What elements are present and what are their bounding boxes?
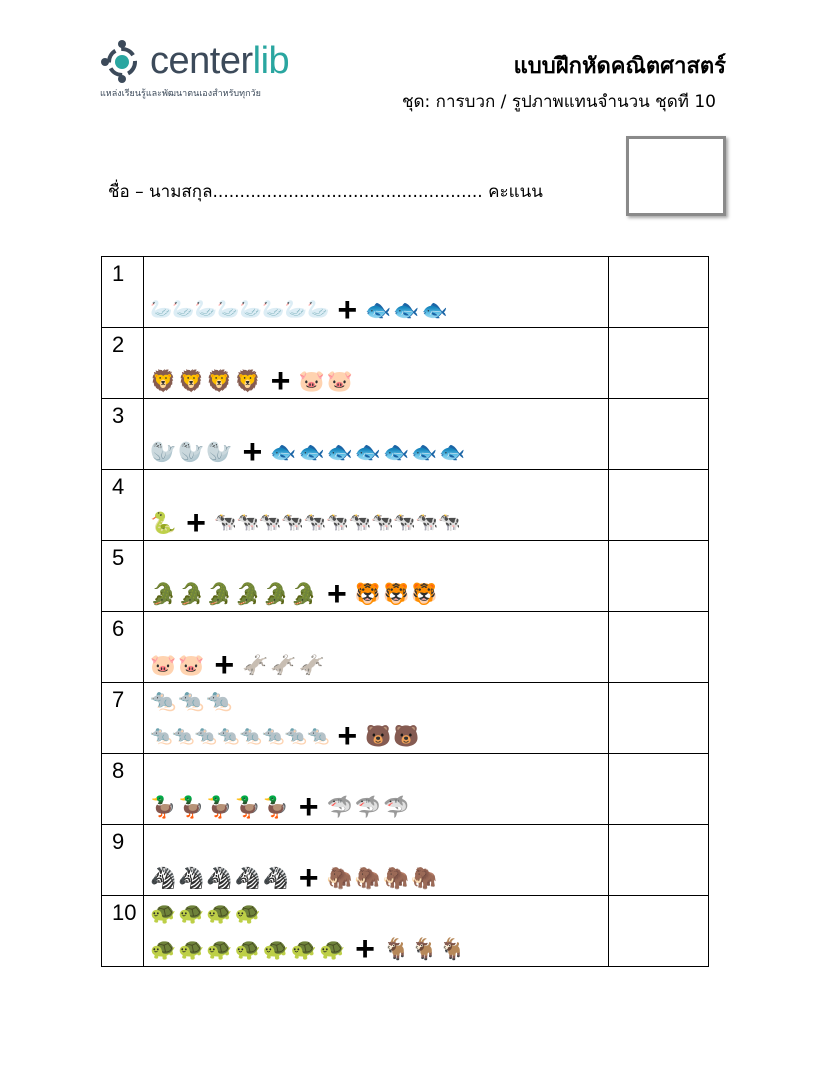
turtle-icon: 🐢 <box>150 937 177 961</box>
plus-sign: + <box>326 575 347 613</box>
problem-pictures <box>144 257 609 328</box>
goose-icon: 🦢 <box>150 299 173 320</box>
shark-icon: 🦈 <box>354 795 381 819</box>
problem-number: 9 <box>102 825 144 896</box>
problem-row <box>102 825 709 896</box>
problem-row <box>102 257 709 328</box>
cow-icon: 🐄 <box>236 512 259 533</box>
turtle-icon: 🐢 <box>206 901 233 925</box>
mammoth-icon: 🦣 <box>382 866 410 890</box>
problem-row <box>102 541 709 612</box>
answer-cell[interactable] <box>609 754 709 825</box>
crocodile-icon: 🐊 <box>178 582 205 606</box>
pink-pig-icon: 🐷 <box>178 653 205 677</box>
problem-pictures <box>144 683 609 754</box>
bear-icon: 🐻 <box>393 724 420 748</box>
turtle-icon: 🐢 <box>150 901 177 925</box>
blue-fish-icon: 🐟 <box>298 440 325 464</box>
picture-line <box>150 859 439 897</box>
problem-row <box>102 896 709 967</box>
picture-line-top <box>150 687 234 713</box>
logo-tagline: แหล่งเรียนรู้และพัฒนาตนเองสำหรับทุกวัย <box>100 89 261 99</box>
problem-number: 3 <box>102 399 144 470</box>
problem-pictures <box>144 612 609 683</box>
duck-icon: 🦆 <box>234 795 261 819</box>
turtle-icon: 🐢 <box>178 901 205 925</box>
answer-cell[interactable] <box>609 257 709 328</box>
goldfish-icon: 🐟 <box>365 298 392 322</box>
walrus-icon: 🦭 <box>206 440 233 464</box>
mouse-icon: 🐀 <box>150 725 173 746</box>
goose-icon: 🦢 <box>217 299 240 320</box>
turtle-icon: 🐢 <box>290 937 317 961</box>
goose-icon: 🦢 <box>239 299 263 320</box>
picture-line <box>150 717 422 755</box>
turtle-icon: 🐢 <box>318 937 346 961</box>
blue-fish-icon: 🐟 <box>411 440 438 464</box>
tiger-icon: 🐯 <box>382 582 410 606</box>
lion-icon: 🦁 <box>234 369 261 393</box>
goose-icon: 🦢 <box>172 299 195 320</box>
plus-sign: + <box>270 362 291 400</box>
goose-icon: 🦢 <box>306 299 330 320</box>
mammoth-icon: 🦣 <box>354 866 381 890</box>
goat-icon: 🐐 <box>411 937 438 961</box>
problem-pictures <box>144 328 609 399</box>
problem-pictures <box>144 541 609 612</box>
blue-fish-icon: 🐟 <box>354 440 381 464</box>
plus-sign: + <box>186 504 207 542</box>
donkey-icon: 🫏 <box>298 653 325 677</box>
zebra-icon: 🦓 <box>178 866 205 890</box>
mouse-icon: 🐀 <box>284 725 307 746</box>
zebra-icon: 🦓 <box>150 866 177 890</box>
blue-fish-icon: 🐟 <box>326 440 353 464</box>
mouse-icon: 🐀 <box>239 725 263 746</box>
mouse-icon: 🐀 <box>194 725 218 746</box>
picture-line <box>150 362 355 400</box>
problem-pictures <box>144 825 609 896</box>
picture-line <box>150 646 327 684</box>
crocodile-icon: 🐊 <box>150 582 177 606</box>
name-dots: .................................................. <box>212 182 483 202</box>
plus-sign: + <box>337 291 358 329</box>
tiger-icon: 🐯 <box>354 582 381 606</box>
picture-line-top <box>150 900 263 926</box>
lion-icon: 🦁 <box>150 369 177 393</box>
mouse-icon: 🐀 <box>206 688 233 712</box>
answer-cell[interactable] <box>609 470 709 541</box>
problem-row <box>102 683 709 754</box>
pink-pig-icon: 🐷 <box>150 653 177 677</box>
goose-icon: 🦢 <box>194 299 218 320</box>
problem-number: 7 <box>102 683 144 754</box>
picture-line <box>150 291 450 329</box>
bear-icon: 🐻 <box>365 724 392 748</box>
picture-line <box>150 433 467 471</box>
crocodile-icon: 🐊 <box>234 582 261 606</box>
crocodile-icon: 🐊 <box>262 582 289 606</box>
cow-icon: 🐄 <box>303 512 327 533</box>
problem-number: 5 <box>102 541 144 612</box>
donkey-icon: 🫏 <box>270 653 297 677</box>
problem-row <box>102 612 709 683</box>
plus-sign: + <box>355 930 375 968</box>
turtle-icon: 🐢 <box>206 937 233 961</box>
problem-number: 1 <box>102 257 144 328</box>
goose-icon: 🦢 <box>262 299 285 320</box>
shark-icon: 🦈 <box>382 795 410 819</box>
mammoth-icon: 🦣 <box>326 866 353 890</box>
picture-line <box>150 575 439 613</box>
mouse-icon: 🐀 <box>217 725 240 746</box>
duck-icon: 🦆 <box>262 795 289 819</box>
problem-pictures <box>144 754 609 825</box>
plus-sign: + <box>298 859 319 897</box>
logo-mark-icon <box>100 38 146 84</box>
duck-icon: 🦆 <box>206 795 233 819</box>
goat-icon: 🐐 <box>382 937 410 961</box>
goldfish-icon: 🐟 <box>393 298 420 322</box>
page-subtitle: ชุด: การบวก / รูปภาพแทนจำนวน ชุดที 10 <box>401 92 716 112</box>
turtle-icon: 🐢 <box>234 901 261 925</box>
answer-cell[interactable] <box>609 896 709 967</box>
problem-pictures <box>144 470 609 541</box>
pig-icon: 🐷 <box>298 369 325 393</box>
picture-line <box>150 504 461 542</box>
goldfish-icon: 🐟 <box>421 298 448 322</box>
problem-number: 6 <box>102 612 144 683</box>
zebra-icon: 🦓 <box>262 866 289 890</box>
donkey-icon: 🫏 <box>242 653 269 677</box>
walrus-icon: 🦭 <box>178 440 205 464</box>
score-box[interactable] <box>626 136 726 216</box>
duck-icon: 🦆 <box>178 795 205 819</box>
walrus-icon: 🦭 <box>150 440 177 464</box>
mouse-icon: 🐀 <box>172 725 195 746</box>
pig-icon: 🐷 <box>326 369 353 393</box>
mouse-icon: 🐀 <box>178 688 205 712</box>
blue-fish-icon: 🐟 <box>270 440 297 464</box>
problem-row <box>102 470 709 541</box>
plus-sign: + <box>242 433 263 471</box>
mouse-icon: 🐀 <box>306 725 330 746</box>
zebra-icon: 🦓 <box>234 866 261 890</box>
answer-cell[interactable] <box>609 612 709 683</box>
turtle-icon: 🐢 <box>262 937 289 961</box>
problem-table <box>101 256 709 967</box>
name-field-line[interactable] <box>108 178 543 205</box>
shark-icon: 🦈 <box>326 795 353 819</box>
mouse-icon: 🐀 <box>262 725 285 746</box>
picture-line <box>150 930 467 968</box>
cow-icon: 🐄 <box>438 512 461 533</box>
answer-cell[interactable] <box>609 825 709 896</box>
logo-wordmark: centerlib <box>150 40 290 82</box>
cow-icon: 🐄 <box>415 512 439 533</box>
blue-fish-icon: 🐟 <box>382 440 410 464</box>
zebra-icon: 🦓 <box>206 866 233 890</box>
problem-pictures <box>144 399 609 470</box>
crocodile-icon: 🐊 <box>290 582 317 606</box>
logo <box>100 36 330 102</box>
answer-cell[interactable] <box>609 399 709 470</box>
answer-cell[interactable] <box>609 328 709 399</box>
cow-icon: 🐄 <box>370 512 394 533</box>
crocodile-icon: 🐊 <box>206 582 233 606</box>
lion-icon: 🦁 <box>178 369 205 393</box>
problem-pictures <box>144 896 609 967</box>
lion-icon: 🦁 <box>206 369 233 393</box>
problem-number: 2 <box>102 328 144 399</box>
snake-icon: 🐍 <box>150 511 177 535</box>
cow-icon: 🐄 <box>258 512 282 533</box>
cow-icon: 🐄 <box>348 512 371 533</box>
cow-icon: 🐄 <box>281 512 304 533</box>
name-label: ชื่อ – นามสกุล <box>108 182 213 202</box>
mouse-icon: 🐀 <box>150 688 177 712</box>
problem-row <box>102 399 709 470</box>
problem-number: 8 <box>102 754 144 825</box>
problem-row <box>102 754 709 825</box>
problem-row <box>102 328 709 399</box>
answer-cell[interactable] <box>609 683 709 754</box>
turtle-icon: 🐢 <box>178 937 205 961</box>
problem-number: 10 <box>102 896 144 967</box>
cow-icon: 🐄 <box>326 512 349 533</box>
tiger-icon: 🐯 <box>411 582 438 606</box>
goat-icon: 🐐 <box>439 937 466 961</box>
cow-icon: 🐄 <box>214 512 237 533</box>
page-title: แบบฝึกหัดคณิตศาสตร์ <box>513 54 726 79</box>
mammoth-icon: 🦣 <box>411 866 438 890</box>
problem-number: 4 <box>102 470 144 541</box>
picture-line <box>150 788 411 826</box>
turtle-icon: 🐢 <box>234 937 261 961</box>
plus-sign: + <box>214 646 235 684</box>
goose-icon: 🦢 <box>284 299 307 320</box>
plus-sign: + <box>337 717 358 755</box>
plus-sign: + <box>298 788 319 826</box>
duck-icon: 🦆 <box>150 795 177 819</box>
answer-cell[interactable] <box>609 541 709 612</box>
blue-fish-icon: 🐟 <box>439 440 466 464</box>
cow-icon: 🐄 <box>393 512 416 533</box>
score-label: คะแนน <box>488 182 543 202</box>
